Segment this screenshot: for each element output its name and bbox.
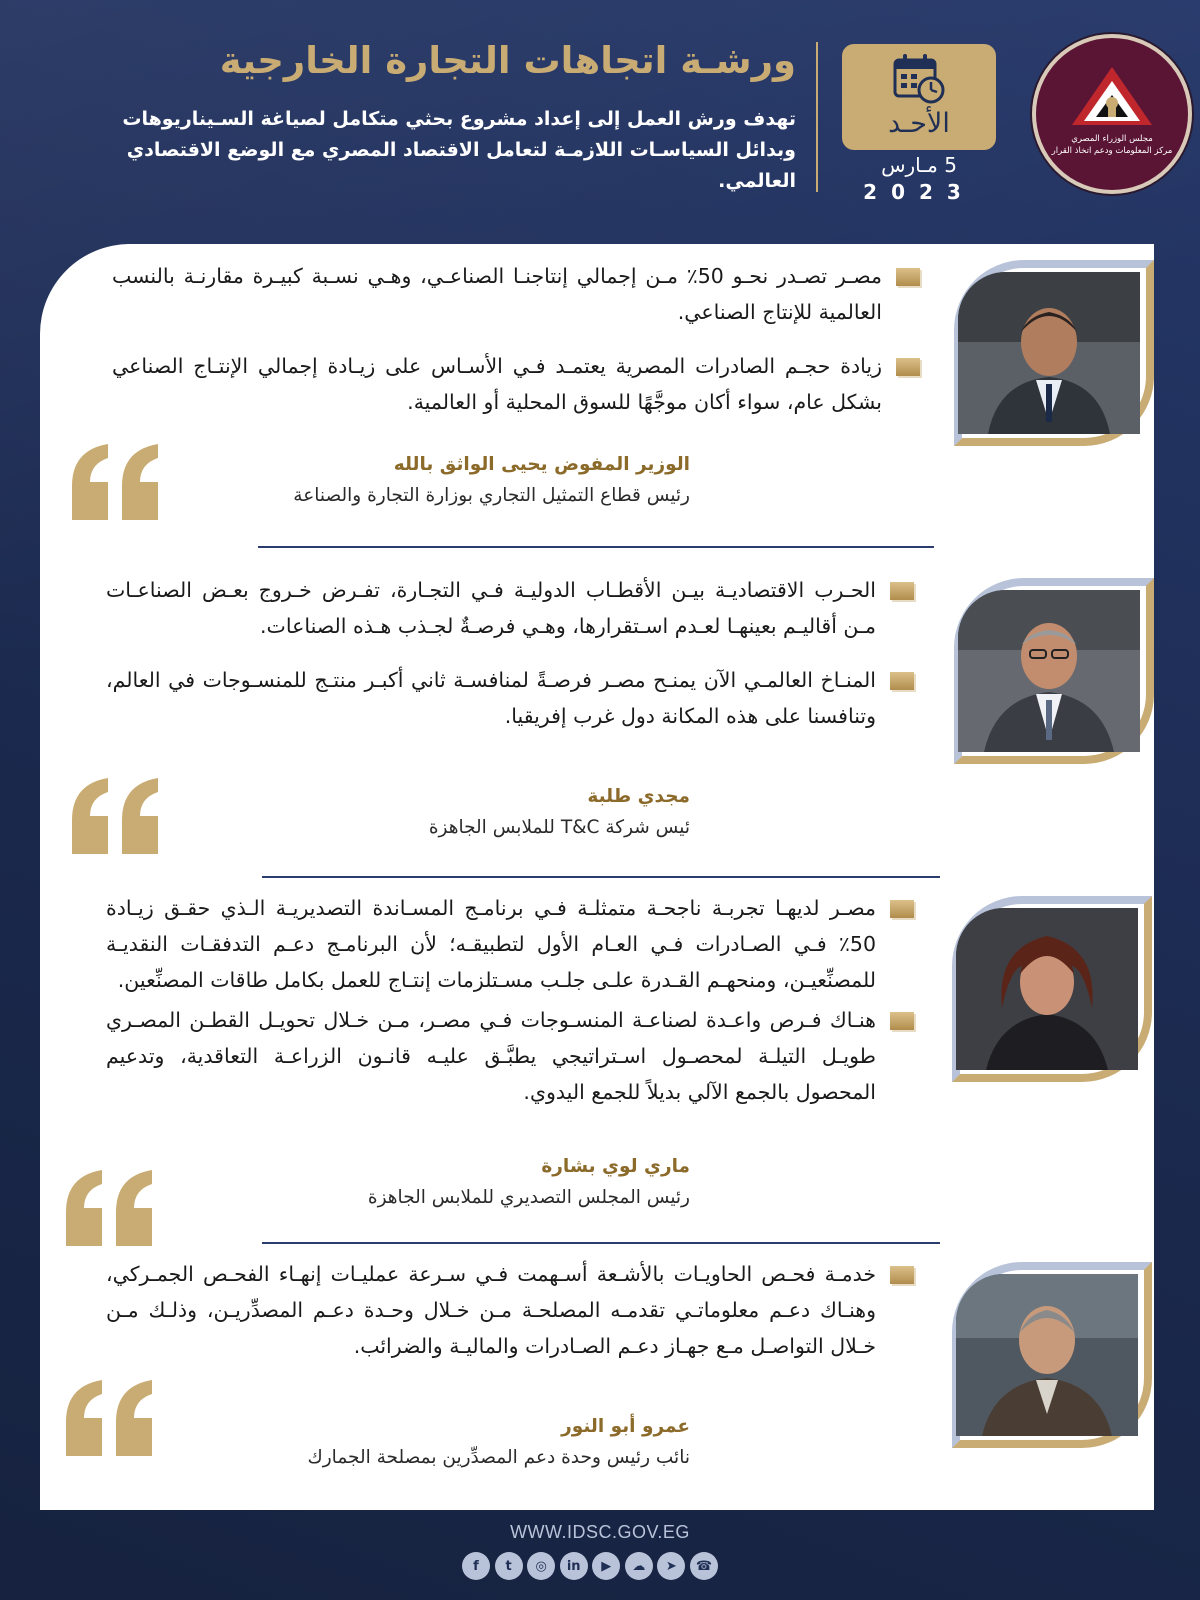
day-name: الأحـد [888,108,950,139]
speaker-photo-4 [956,1274,1138,1436]
speaker-info [190,1412,690,1474]
instagram-icon[interactable]: ◎ [527,1552,555,1580]
speaker-name: عمرو أبو النور [561,1416,690,1437]
speaker-info [190,782,690,844]
logo-line-1: مجلس الوزراء المصري [1071,134,1153,144]
quote-mark-icon [68,774,164,858]
year: 2023 [863,180,975,204]
gold-square-bullet-icon [896,358,920,376]
gold-square-bullet-icon [890,672,914,690]
social-icons [462,1552,718,1582]
section-separator [258,546,934,548]
section-separator [262,876,940,878]
description-line: وبدائل السياسـات اللازمـة لتعامل الاقتصاد المصري مع الوضع الاقتصادي [126,139,796,161]
section-separator [262,1242,940,1244]
page-title: ورشـة اتجاهات التجارة الخارجية [219,39,796,82]
soundcloud-icon[interactable]: ☁ [625,1552,653,1580]
bullet-item: زيادة حجـم الصادرات المصرية يعتمـد فـي الأسـاس على زيـادة إجمالي الإنتـاج الصناعي بشكل عام، سواء أكان موجَّهًا للسوق المحلية أو العالمية. [112,348,920,420]
quote-mark-icon [68,440,164,524]
gold-square-bullet-icon [890,1266,914,1284]
speaker-name: الوزير المفوض يحيى الواثق بالله [393,454,690,475]
date-text [842,152,996,206]
quote-mark-icon [62,1166,158,1250]
bullet-item: المنـاخ العالمـي الآن يمنـح مصـر فرصـةً لمنافسـة ثاني أكبـر منتـج للمنسـوجات في العالم، وتنافسنا على هذه المكانة دول غرب إفريقيا. [106,662,914,734]
header-divider [816,42,818,192]
speaker-role: نائب رئيس وحدة دعم المصدِّرين بمصلحة الجمارك [307,1447,690,1468]
speaker-photo-frame [946,1270,1148,1454]
bullet-list [112,258,920,438]
speaker-role: ئيس شركة T&C للملابس الجاهزة [428,817,690,838]
speaker-photo-3 [956,908,1138,1070]
bullet-list [106,572,914,752]
date-box [842,44,996,150]
description-line: تهدف ورش العمل إلى إعداد مشروع بحثي متكامل لصياغة السـيناريوهات [122,108,796,130]
calendar-clock-icon [891,50,947,106]
speaker-info [190,1152,690,1214]
speaker-photo-2 [958,590,1140,752]
youtube-icon[interactable]: ▶ [592,1552,620,1580]
gold-square-bullet-icon [890,1012,914,1030]
bullet-item: مصـر لديهـا تجربـة ناجحـة متمثلـة فـي برنامـج المسـاندة التصديريـة الـذي حقـق زيـادة 50٪ فـي الصـادرات فـي العـام الأول لتطبيقـه؛ لأن البرنامـج دعـم التدفقـات النقديـة للمصنِّعيـن، ومنحهـم القـدرة علـى جلـب مسـتلزمات إنتـاج للعمل بكامل طاقات المصنِّعين. [106,890,914,998]
speaker-photo-frame [946,904,1148,1088]
logo-line-2: مركز المعلومات ودعم اتخاذ القرار [1051,146,1173,156]
day-month: 5 مـارس [881,153,957,177]
phone-icon[interactable]: ☎ [690,1552,718,1580]
bullet-list [106,890,914,1128]
speaker-photo-1 [958,272,1140,434]
gold-square-bullet-icon [890,900,914,918]
quote-mark-icon [62,1376,158,1460]
twitter-icon[interactable]: t [495,1552,523,1580]
pyramid-eagle-emblem-icon [1068,63,1156,133]
speaker-info [190,450,690,512]
content-card [40,244,1154,1510]
speaker-role: رئيس قطاع التمثيل التجاري بوزارة التجارة والصناعة [293,485,690,506]
header-description [116,104,796,197]
bullet-item: خدمـة فحـص الحاويـات بالأشـعة أسـهمت فـي سـرعة عمليـات إنهـاء الفحـص الجمـركي، وهنـاك دعـم معلوماتـي تقدمـه المصلحـة مـن خـلال وحـدة دعـم المصدِّريـن، وذلـك مـن خـلال التواصـل مـع جهـاز دعـم الصـادرات والماليـة والضرائب. [106,1256,914,1364]
bullet-item: الحـرب الاقتصاديـة بيـن الأقطـاب الدوليـة فـي التجـارة، تفـرض خـروج بعـض الصناعـات مـن أقاليـم بعينهـا لعـدم اسـتقرارها، وهـي فرصـةٌ لجـذب هـذه الصناعات. [106,572,914,644]
bullet-item: مصـر تصـدر نحـو 50٪ مـن إجمالي إنتاجنـا الصناعـي، وهـي نسـبة كبيـرة مقارنـة بالنسب العالمية للإنتاج الصناعي. [112,258,920,330]
speaker-role: رئيس المجلس التصديري للملابس الجاهزة [367,1187,690,1208]
header [0,0,1200,240]
gold-square-bullet-icon [890,582,914,600]
website-link[interactable]: WWW.IDSC.GOV.EG [510,1522,690,1542]
idsc-logo [1032,34,1192,194]
speaker-photo-frame [948,586,1150,770]
description-line: العالمي. [718,170,796,192]
bullet-list [106,1256,914,1382]
speaker-name: مجدي طلبة [587,786,690,807]
facebook-icon[interactable]: f [462,1552,490,1580]
telegram-icon[interactable]: ➤ [657,1552,685,1580]
bullet-item: هنـاك فـرص واعـدة لصناعـة المنسـوجات فـي مصـر، مـن خـلال تحويـل القطـن المصـري طويـل التيلـة لمحصـول اسـتراتيجي يطبَّـق عليـه قانـون الزراعـة التعاقدية، وتدعيم المحصول بالجمع الآلي بديلاً للجمع اليدوي. [106,1002,914,1110]
speaker-photo-frame [948,268,1150,452]
linkedin-icon[interactable]: in [560,1552,588,1580]
gold-square-bullet-icon [896,268,920,286]
speaker-name: ماري لوي بشارة [541,1156,690,1177]
